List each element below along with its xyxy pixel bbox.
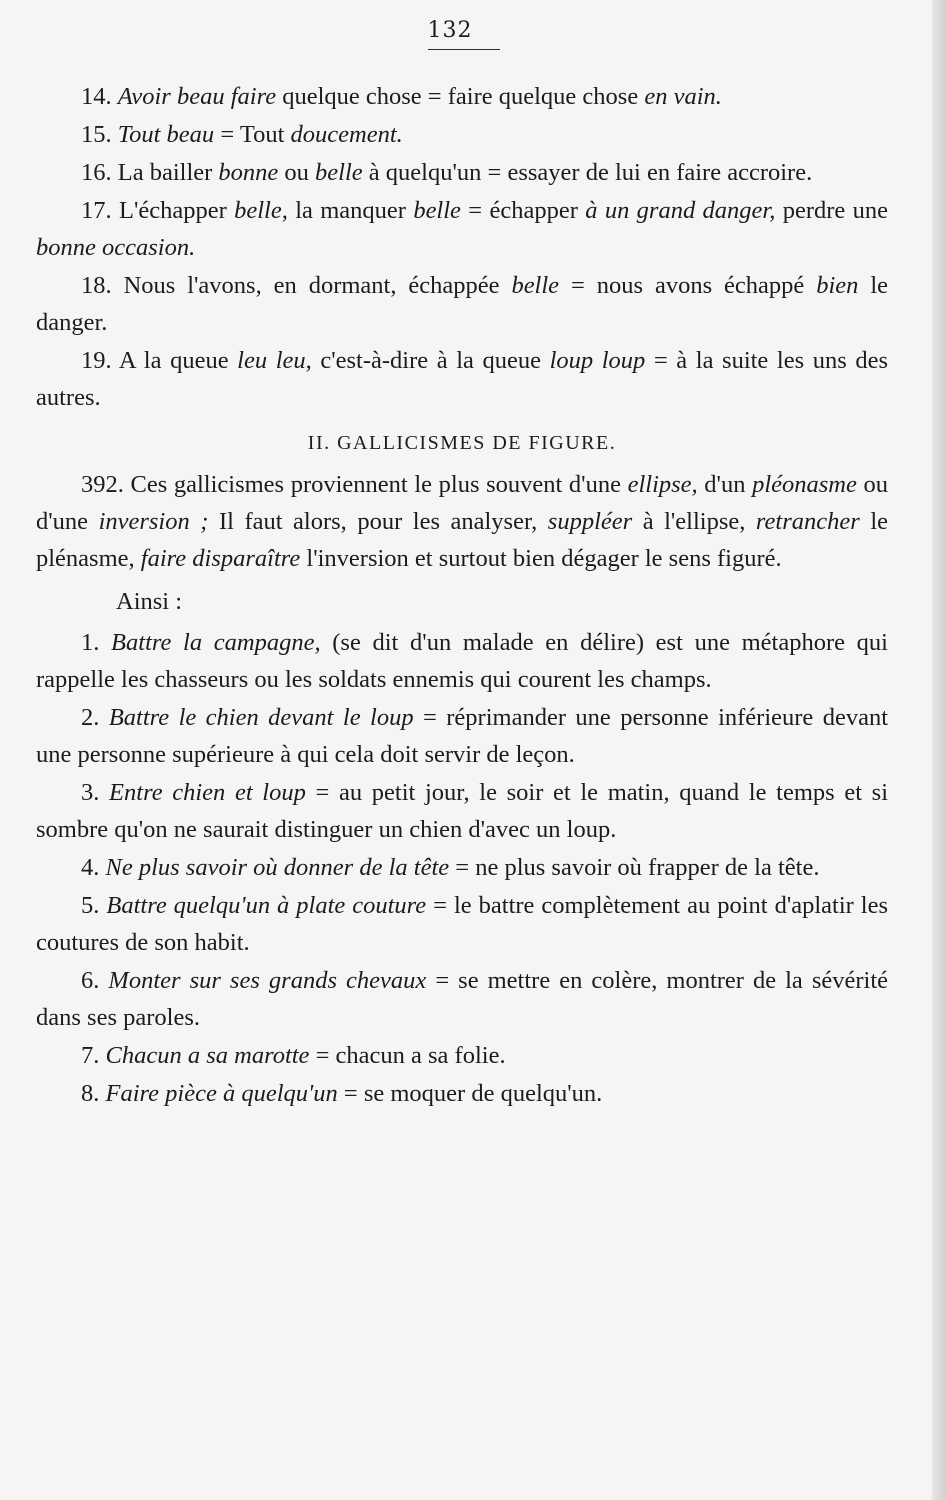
text-run: à quelqu'un [362, 159, 488, 186]
text-run: nous avons échappé [584, 272, 817, 299]
page-number: 132 [427, 18, 473, 43]
entry-number: 7. [81, 1042, 106, 1069]
section-title: II. GALLICISMES DE FIGURE. [307, 432, 617, 454]
italic-term: doucement. [290, 121, 403, 148]
text-run: (se dit d'un malade en délire) est une métaphore qui rappelle les chasseurs ou les soldats ennemis qui courent les champs. [36, 629, 888, 693]
text-run: Nous l'avons, en dormant, échappée [123, 272, 512, 299]
entry-number: 19. [81, 347, 119, 374]
equals-sign: = [455, 854, 470, 881]
entry-number: 16. [81, 159, 118, 186]
italic-term: Faire pièce à quelqu'un [105, 1080, 338, 1107]
numbered-entry [36, 624, 888, 698]
italic-term: belle [413, 197, 461, 224]
page-number-rule [428, 49, 500, 50]
equals-sign: = [315, 1042, 330, 1069]
italic-term: faire disparaître [140, 545, 301, 572]
page-edge [932, 0, 946, 1500]
text-run [645, 347, 654, 374]
entry-number: 17. [81, 197, 119, 224]
text-run [306, 779, 316, 806]
italic-term: Monter sur ses grands chevaux [108, 967, 427, 994]
numbered-entry [36, 267, 888, 341]
italic-term: Battre quelqu'un à plate couture [106, 892, 427, 919]
entry-number: 4. [81, 854, 106, 881]
text-run: Il faut alors, pour les analyser, [208, 508, 548, 535]
equals-sign: = [220, 121, 235, 148]
text-run: réprimander une personne inférieure devant une personne supérieure à qui cela doit servir de leçon. [36, 704, 889, 768]
text-run: ne plus savoir où frapper de la tête. [469, 854, 820, 881]
ainsi-label: Ainsi : [116, 588, 183, 615]
text-run: ou [278, 159, 316, 186]
numbered-entry [36, 1037, 888, 1074]
entry-number: 6. [81, 967, 109, 994]
text-run: c'est-à-dire à la queue [311, 347, 550, 374]
text-run: se mettre en colère, montrer de la sévérité dans ses paroles. [36, 967, 889, 1031]
equals-sign: = [423, 704, 437, 731]
numbered-entry [36, 154, 888, 191]
text-run [559, 272, 571, 299]
text-run: à l'ellipse, [632, 508, 756, 535]
italic-term: Ne plus savoir où donner de la tête [105, 854, 450, 881]
paragraph-number: 392. [81, 471, 131, 498]
italic-term: leu leu, [237, 347, 312, 374]
text-run: chacun a sa folie. [329, 1042, 506, 1069]
italic-term: Chacun a sa marotte [105, 1042, 310, 1069]
text-run: Tout [234, 121, 291, 148]
italic-term: Tout beau [117, 121, 215, 148]
equals-sign: = [468, 197, 483, 224]
italic-term: suppléer [547, 508, 633, 535]
text-run: La bailler [117, 159, 219, 186]
text-run: échapper [482, 197, 586, 224]
numbered-entry [36, 849, 888, 886]
entry-number: 8. [81, 1080, 106, 1107]
italic-term: belle [511, 272, 560, 299]
entry-number: 15. [81, 121, 118, 148]
text-run: ou d'une [36, 471, 889, 535]
text-run: l'inversion et surtout bien dégager le sens figuré. [300, 545, 782, 572]
numbered-entry [36, 774, 888, 848]
numbered-entry [36, 699, 888, 773]
equals-sign: = [433, 892, 447, 919]
page-content [36, 78, 888, 1113]
equals-sign: = [435, 967, 450, 994]
text-run: faire quelque chose [441, 83, 645, 110]
text-run: la manquer [287, 197, 414, 224]
italic-term: belle, [234, 197, 288, 224]
numbered-entry [36, 962, 888, 1036]
equals-sign: = [653, 347, 668, 374]
entries-list-figures [36, 624, 888, 1112]
numbered-entry [36, 192, 888, 266]
text-run: le plénasme, [36, 508, 888, 572]
text-run: perdre une [775, 197, 889, 224]
text-run [414, 704, 423, 731]
entries-list-expressions [36, 78, 888, 416]
italic-term: retrancher [755, 508, 860, 535]
intro-paragraph [36, 466, 888, 577]
numbered-entry [36, 116, 888, 153]
text-run: quelque chose [276, 83, 428, 110]
italic-term: Battre la campagne, [111, 629, 321, 656]
entry-number: 14. [81, 83, 118, 110]
equals-sign: = [487, 159, 502, 186]
text-run: essayer de lui en faire accroire. [501, 159, 813, 186]
equals-sign: = [571, 272, 585, 299]
text-run: au petit jour, le soir et le matin, quand le temps et si sombre qu'on ne saurait distinguer un chien d'avec un loup. [36, 779, 889, 843]
italic-term: en vain. [644, 83, 722, 110]
italic-term: pléonasme [752, 471, 857, 498]
italic-term: Entre chien et loup [109, 779, 306, 806]
equals-sign: = [315, 779, 330, 806]
italic-term: bonne [218, 159, 279, 186]
numbered-entry [36, 342, 888, 416]
text-run: A la queue [118, 347, 238, 374]
entry-number: 18. [81, 272, 124, 299]
italic-term: bonne occasion. [36, 234, 196, 261]
text-run: le danger. [36, 272, 889, 336]
italic-term: Avoir beau faire [117, 83, 277, 110]
italic-term: inversion ; [98, 508, 209, 535]
equals-sign: = [343, 1080, 358, 1107]
italic-term: belle [315, 159, 363, 186]
numbered-entry [36, 1075, 888, 1112]
text-run: d'un [697, 471, 753, 498]
text-run: L'échapper [118, 197, 235, 224]
entry-number: 2. [81, 704, 109, 731]
numbered-entry [36, 78, 888, 115]
equals-sign: = [427, 83, 442, 110]
text-run [426, 967, 435, 994]
italic-term: Battre le chien devant le loup [108, 704, 414, 731]
entry-number: 1. [81, 629, 112, 656]
entry-number: 3. [81, 779, 110, 806]
italic-term: loup loup [549, 347, 646, 374]
entry-number: 5. [81, 892, 107, 919]
italic-term: ellipse, [627, 471, 698, 498]
text-run: le battre complètement au point d'aplatir les coutures de son habit. [36, 892, 889, 956]
text-run: se moquer de quelqu'un. [357, 1080, 603, 1107]
text-run: Ces gallicismes proviennent le plus souvent d'une [130, 471, 628, 498]
italic-term: à un grand danger, [585, 197, 776, 224]
text-run: à la suite les uns des autres. [36, 347, 888, 411]
numbered-entry [36, 887, 888, 961]
italic-term: bien [816, 272, 859, 299]
